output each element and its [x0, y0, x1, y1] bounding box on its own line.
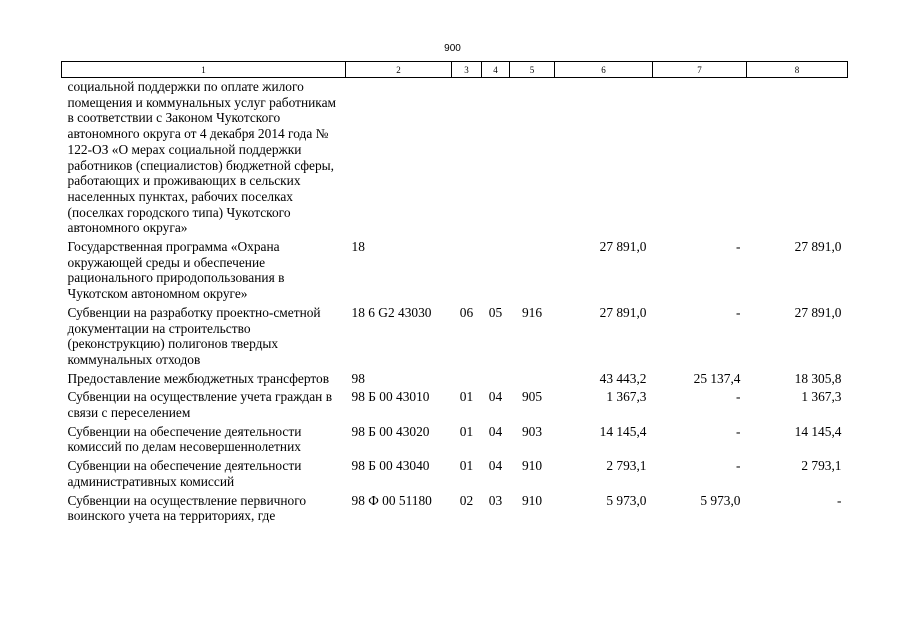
row-col6: 1 367,3 [606, 389, 647, 405]
row-col4: 04 [488, 423, 503, 439]
table-row [62, 78, 848, 239]
row-col5: 910 [521, 492, 543, 508]
table-header [62, 62, 848, 78]
row-col7: - [736, 304, 741, 320]
row-col3: 01 [459, 389, 474, 405]
row-name: социальной поддержки по оплате жилого помещения и коммунальных услуг работникам в соответствии с Законом Чукотского автономного округа от 4 декабря 2014 года № 122-ОЗ «О мерах социальной поддержки работников (специалистов) бюджетной сферы, работающих и проживающих в сельских населенных пунктах, рабочих поселках (поселках городского типа) Чукотского автономного округа» [67, 79, 336, 236]
row-col5 [510, 78, 555, 239]
row-col6: 27 891,0 [599, 239, 647, 255]
row-col8: 14 145,4 [794, 423, 842, 439]
row-col5 [510, 238, 555, 304]
table-row [62, 492, 848, 526]
row-name: Субвенции на осуществление первичного воинского учета на территориях, где [67, 492, 307, 524]
row-col6: 14 145,4 [599, 423, 647, 439]
table-body [62, 78, 848, 526]
row-col3: 06 [459, 304, 474, 320]
row-col5 [510, 370, 555, 389]
row-code: 98 Б 00 43020 [351, 423, 430, 439]
row-col3 [452, 238, 482, 304]
row-code [346, 78, 452, 239]
row-col4: 04 [488, 458, 503, 474]
row-col4: 04 [488, 389, 503, 405]
row-col6 [555, 78, 653, 239]
row-col6: 5 973,0 [606, 492, 647, 508]
row-code: 98 Ф 00 51180 [351, 492, 432, 508]
column-header-3: 3 [452, 62, 482, 78]
row-code: 18 6 G2 43030 [351, 304, 432, 320]
page-number: 900 [444, 43, 461, 54]
column-header-1: 1 [62, 62, 346, 78]
row-col3 [452, 370, 482, 389]
row-col6: 43 443,2 [599, 370, 647, 386]
row-col4: 05 [488, 304, 503, 320]
row-col4: 03 [488, 492, 503, 508]
row-col8: 18 305,8 [794, 370, 842, 386]
row-code: 98 Б 00 43010 [351, 389, 430, 405]
row-code: 98 Б 00 43040 [351, 458, 430, 474]
column-header-6: 6 [555, 62, 653, 78]
row-name: Государственная программа «Охрана окружающей среды и обеспечение рационального природопользования в Чукотском автономном округе» [67, 239, 285, 302]
row-name: Субвенции на осуществление учета граждан в связи с переселением [67, 389, 333, 421]
row-col8: 1 367,3 [801, 389, 842, 405]
row-col3: 02 [459, 492, 474, 508]
row-name: Субвенции на обеспечение деятельности комиссий по делам несовершеннолетних [67, 423, 302, 455]
table-row [62, 238, 848, 304]
table-row [62, 457, 848, 491]
row-col7: - [736, 389, 741, 405]
row-col3: 01 [459, 458, 474, 474]
row-code: 98 [351, 370, 365, 386]
budget-table [61, 61, 848, 526]
column-header-5: 5 [510, 62, 555, 78]
row-col4 [482, 238, 510, 304]
table-row [62, 423, 848, 457]
column-header-7: 7 [653, 62, 747, 78]
row-col7: - [736, 239, 741, 255]
column-header-4: 4 [482, 62, 510, 78]
table-row [62, 388, 848, 422]
row-col7: 25 137,4 [693, 370, 741, 386]
row-code: 18 [351, 239, 365, 255]
row-col3: 01 [459, 423, 474, 439]
row-col3 [452, 78, 482, 239]
row-col8: 2 793,1 [801, 458, 842, 474]
row-col8: 27 891,0 [794, 304, 842, 320]
row-col7: - [736, 458, 741, 474]
row-col7: - [736, 423, 741, 439]
row-col6: 27 891,0 [599, 304, 647, 320]
row-name: Субвенции на обеспечение деятельности административных комиссий [67, 458, 302, 489]
row-col5: 905 [521, 389, 543, 405]
column-header-8: 8 [747, 62, 848, 78]
row-col8: - [837, 492, 842, 508]
row-col7: 5 973,0 [700, 492, 741, 508]
row-name: Предоставление межбюджетных трансфертов [67, 370, 330, 386]
row-col5: 916 [521, 304, 543, 320]
row-col8 [747, 78, 848, 239]
row-col4 [482, 370, 510, 389]
row-col5: 903 [521, 423, 543, 439]
column-header-2: 2 [346, 62, 452, 78]
column-number-row [62, 62, 848, 78]
row-name: Субвенции на разработку проектно-сметной документации на строительство (реконструкцию) полигонов твердых коммунальных отходов [67, 304, 321, 367]
row-col4 [482, 78, 510, 239]
row-col8: 27 891,0 [794, 239, 842, 255]
row-col5: 910 [521, 458, 543, 474]
row-col7 [653, 78, 747, 239]
table-row [62, 370, 848, 389]
table-row [62, 304, 848, 370]
row-col6: 2 793,1 [606, 458, 647, 474]
